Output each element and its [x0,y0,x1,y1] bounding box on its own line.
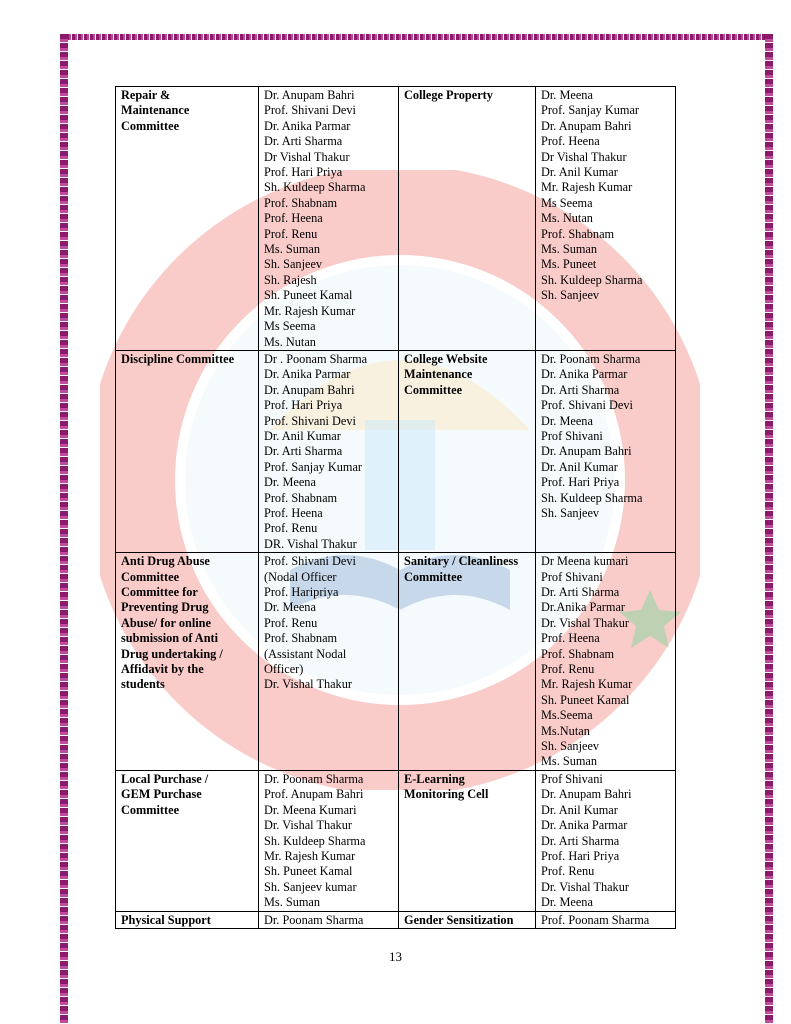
committee-members [259,770,399,911]
member-name: Ms. Nutan [264,334,316,349]
committee-name-line: Preventing Drug [121,600,209,615]
committee-name-line: Discipline Committee [121,351,235,366]
page-number: 13 [389,949,402,964]
member-name: Dr. Arti Sharma [264,444,343,459]
committee-row [116,350,676,552]
committee-members [536,350,676,552]
member-name: Sh. Kuldeep Sharma [264,833,366,848]
member-name: Prof. Hari Priya [541,848,620,863]
member-name: Ms.Nutan [541,723,590,738]
member-name: Dr. Anika Parmar [541,818,628,833]
member-name: Prof Shivani [541,569,603,584]
committee-name-line: Committee [121,118,180,133]
committee-row [116,87,676,351]
member-name: Sh. Sanjeev [541,505,600,520]
member-name: Dr . Poonam Sharma [264,351,368,366]
member-name: Ms Seema [264,319,316,334]
member-name: Ms. Puneet [541,257,597,272]
committee-row [116,770,676,911]
committee-name-line: Maintenance [121,103,190,118]
committee-members [259,553,399,771]
member-name: Dr. Anika Parmar [541,367,628,382]
member-name: Dr. Anil Kumar [541,802,618,817]
member-name: Ms. Suman [541,754,598,769]
committee-name-line: Committee [404,382,463,397]
member-name: Prof. Renu [264,615,318,630]
committee-name-line: Committee [121,802,180,817]
committee-name [399,770,536,911]
committee-name-line: Sanitary / Cleanliness [404,554,519,569]
member-name: Dr. Anupam Bahri [264,88,355,102]
committee-name-line: submission of Anti [121,631,219,646]
committee-name [116,87,259,351]
member-name: Prof. Anupam Bahri [264,787,364,802]
committee-table [115,86,676,929]
committee-name-line: Committee [121,569,180,584]
member-name: Mr. Rajesh Kumar [541,180,633,195]
member-name: Dr. Meena [264,475,316,490]
member-name: Dr. Anil Kumar [541,165,618,180]
member-name: Ms.Seema [541,708,593,723]
member-name: Prof. Shabnam [264,195,338,210]
member-name: Dr Vishal Thakur [264,149,350,164]
member-name: Dr. Vishal Thakur [264,677,352,692]
member-name: Ms. Suman [264,242,321,257]
member-name: Ms Seema [541,195,593,210]
committee-name-line: Monitoring Cell [404,787,489,802]
committee-name-line: Abuse/ for online [121,615,211,630]
member-name: Dr. Anil Kumar [264,428,341,443]
committee-name-line: E-Learning [404,771,465,786]
member-name: Prof. Shabnam [541,646,615,661]
member-name: Prof. Shivani Devi [264,103,356,118]
page-border-top [60,34,773,40]
member-name: Dr. Anupam Bahri [264,382,355,397]
committee-name [399,350,536,552]
member-name: Dr. Anil Kumar [541,459,618,474]
member-name: Prof. Hari Priya [541,475,620,490]
member-name: Prof. Renu [264,521,318,536]
member-name: Dr. Meena [264,600,316,615]
member-name: Prof. Sanjay Kumar [541,103,640,118]
member-name: Ms. Suman [264,895,321,910]
member-name: Sh. Kuldeep Sharma [541,272,643,287]
member-name: Dr. Vishal Thakur [541,879,629,894]
member-name: Dr. Arti Sharma [541,833,620,848]
committee-members [259,350,399,552]
member-name: Dr. Meena Kumari [264,802,357,817]
member-name: Prof. Heena [264,505,323,520]
committee-row [116,553,676,771]
member-name: Prof Shivani [541,771,603,786]
member-name: Prof. Hari Priya [264,165,343,180]
member-name: Prof. Shabnam [264,631,338,646]
member-name: Sh. Kuldeep Sharma [541,490,643,505]
member-name: Sh. Puneet Kamal [264,288,353,303]
member-name: Dr.Anika Parmar [541,600,626,615]
committee-name-line: Maintenance [404,367,473,382]
member-name: Prof. Heena [541,134,600,149]
committee-name-line: Drug undertaking / [121,646,223,661]
committee-members [259,87,399,351]
committee-row [116,911,676,928]
committee-members [536,553,676,771]
member-name: Prof. Haripriya [264,585,339,599]
member-name: Prof. Heena [264,211,323,226]
committee-members [259,911,399,928]
member-name: Dr. Arti Sharma [264,134,343,149]
committee-members [536,87,676,351]
member-name: Sh. Puneet Kamal [541,692,630,707]
member-name: Prof. Sanjay Kumar [264,459,363,474]
member-name: Prof. Renu [541,662,595,677]
member-name: Dr Vishal Thakur [541,149,627,164]
member-name: Mr. Rajesh Kumar [264,303,356,318]
committee-name [116,553,259,771]
committee-name-line: Local Purchase / [121,771,209,786]
member-name: Dr. Vishal Thakur [264,818,352,833]
member-name: Dr. Anika Parmar [264,367,351,382]
member-name: Mr. Rajesh Kumar [264,848,356,863]
member-name: Dr. Anika Parmar [264,118,351,133]
committee-name [116,350,259,552]
page-border-right [765,34,773,1024]
member-name: Prof. Heena [541,631,600,646]
committee-name-line: Committee for [121,585,198,599]
committee-name-line: Committee [404,569,463,584]
member-name: Prof. Shivani Devi [541,398,633,413]
member-name: Prof. Shivani Devi [264,554,356,569]
member-name: Dr. Meena [541,895,593,910]
committee-name [116,770,259,911]
committee-name-line: Gender Sensitization [404,912,514,927]
member-name: (Assistant Nodal [264,646,347,661]
member-name: Sh. Sanjeev kumar [264,879,357,894]
member-name: Dr Meena kumari [541,554,629,569]
member-name: Prof. Shabnam [541,226,615,241]
member-name: Dr. Anupam Bahri [541,118,632,133]
member-name: Dr. Anupam Bahri [541,444,632,459]
committee-name-line: College Property [404,88,493,102]
member-name: Sh. Sanjeev [264,257,323,272]
committee-name-line: Physical Support [121,912,211,927]
member-name: Dr. Poonam Sharma [264,912,364,927]
committee-name-line: Repair & [121,88,171,102]
member-name: Prof. Renu [541,864,595,879]
committee-name [399,87,536,351]
committee-name-line: Anti Drug Abuse [121,554,210,569]
member-name: Sh. Kuldeep Sharma [264,180,366,195]
member-name: Officer) [264,662,304,677]
member-name: DR. Vishal Thakur [264,536,357,551]
page-border-left [60,34,68,1024]
committee-members [536,770,676,911]
member-name: Prof. Shivani Devi [264,413,356,428]
member-name: Sh. Puneet Kamal [264,864,353,879]
member-name: Dr. Arti Sharma [541,382,620,397]
member-name: Dr. Meena [541,88,593,102]
committee-name-line: students [121,677,165,692]
member-name: Prof Shivani [541,428,603,443]
member-name: Ms. Nutan [541,211,593,226]
member-name: Dr. Arti Sharma [541,585,620,599]
committee-name [116,911,259,928]
member-name: Sh. Sanjeev [541,288,600,303]
committee-name [399,911,536,928]
committee-name-line: College Website [404,351,488,366]
member-name: Ms. Suman [541,242,598,257]
member-name: (Nodal Officer [264,569,337,584]
committee-name-line: Affidavit by the [121,662,204,677]
member-name: Dr. Anupam Bahri [541,787,632,802]
member-name: Dr. Poonam Sharma [541,351,641,366]
member-name: Prof. Shabnam [264,490,338,505]
member-name: Sh. Sanjeev [541,739,600,754]
member-name: Prof. Poonam Sharma [541,912,650,927]
member-name: Prof. Renu [264,226,318,241]
committee-name-line: GEM Purchase [121,787,202,802]
committee-name [399,553,536,771]
committee-members [536,911,676,928]
member-name: Sh. Rajesh [264,272,317,287]
member-name: Mr. Rajesh Kumar [541,677,633,692]
member-name: Prof. Hari Priya [264,398,343,413]
member-name: Dr. Poonam Sharma [264,771,364,786]
member-name: Dr. Vishal Thakur [541,615,629,630]
member-name: Dr. Meena [541,413,593,428]
